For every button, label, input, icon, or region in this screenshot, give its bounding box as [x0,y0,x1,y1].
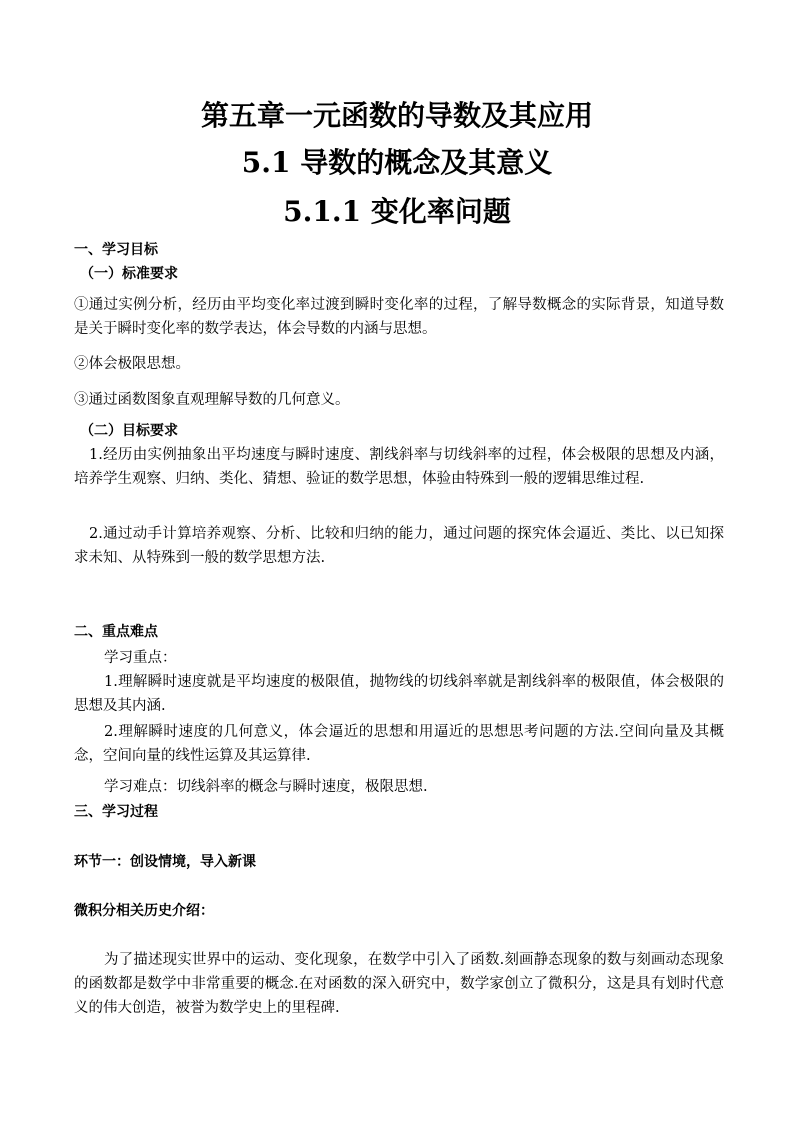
heading-standard-requirements: （一）标准要求 [80,266,178,282]
label-learning-focus: 学习重点： [104,650,177,666]
heading-learning-process: 三、学习过程 [74,804,158,820]
heading-target-requirements: （二）目标要求 [80,423,178,439]
paragraph-focus-2: 2.理解瞬时速度的几何意义，体会逼近的思想和用逼近的思想思考问题的方法.空间向量及其概念，空间向量的线性运算及其运算律. [74,724,724,764]
section-title: 5.1 导数的概念及其意义 [241,146,553,179]
chapter-title: 第五章一元函数的导数及其应用 [200,99,593,132]
heading-learning-goals: 一、学习目标 [74,242,158,258]
heading-step-1: 环节一：创设情境，导入新课 [74,854,256,870]
heading-key-points: 二、重点难点 [74,624,158,640]
paragraph-target-1: 1.经历由实例抽象出平均速度与瞬时速度、割线斜率与切线斜率的过程，体会极限的思想及内涵，培养学生观察、归纳、类化、猜想、验证的数学思想，体验由特殊到一般的逻辑思维过程. [74,447,724,487]
paragraph-goal-2: ②体会极限思想。 [74,356,190,372]
subsection-title: 5.1.1 变化率问题 [283,195,511,228]
paragraph-goal-3: ③通过函数图象直观理解导数的几何意义。 [74,392,350,408]
paragraph-learning-difficulty: 学习难点：切线斜率的概念与瞬时速度，极限思想. [104,779,428,795]
heading-calculus-history: 微积分相关历史介绍： [74,903,214,919]
paragraph-history: 为了描述现实世界中的运动、变化现象，在数学中引入了函数.刻画静态现象的数与刻画动态现象的函数都是数学中非常重要的概念.在对函数的深入研究中，数学家创立了微积分，这是具有划时代意义的伟大创造，被誉为数学史上的里程碑. [74,952,724,1016]
paragraph-focus-1: 1.理解瞬时速度就是平均速度的极限值，抛物线的切线斜率就是割线斜率的极限值，体会极限的思想及其内涵. [74,674,724,714]
paragraph-target-2: 2.通过动手计算培养观察、分析、比较和归纳的能力，通过问题的探究体会逼近、类比、以已知探求未知、从特殊到一般的数学思想方法. [74,526,724,566]
paragraph-goal-1: ①通过实例分析，经历由平均变化率过渡到瞬时变化率的过程，了解导数概念的实际背景，知道导数是关于瞬时变化率的数学表达，体会导数的内涵与思想。 [74,297,724,337]
